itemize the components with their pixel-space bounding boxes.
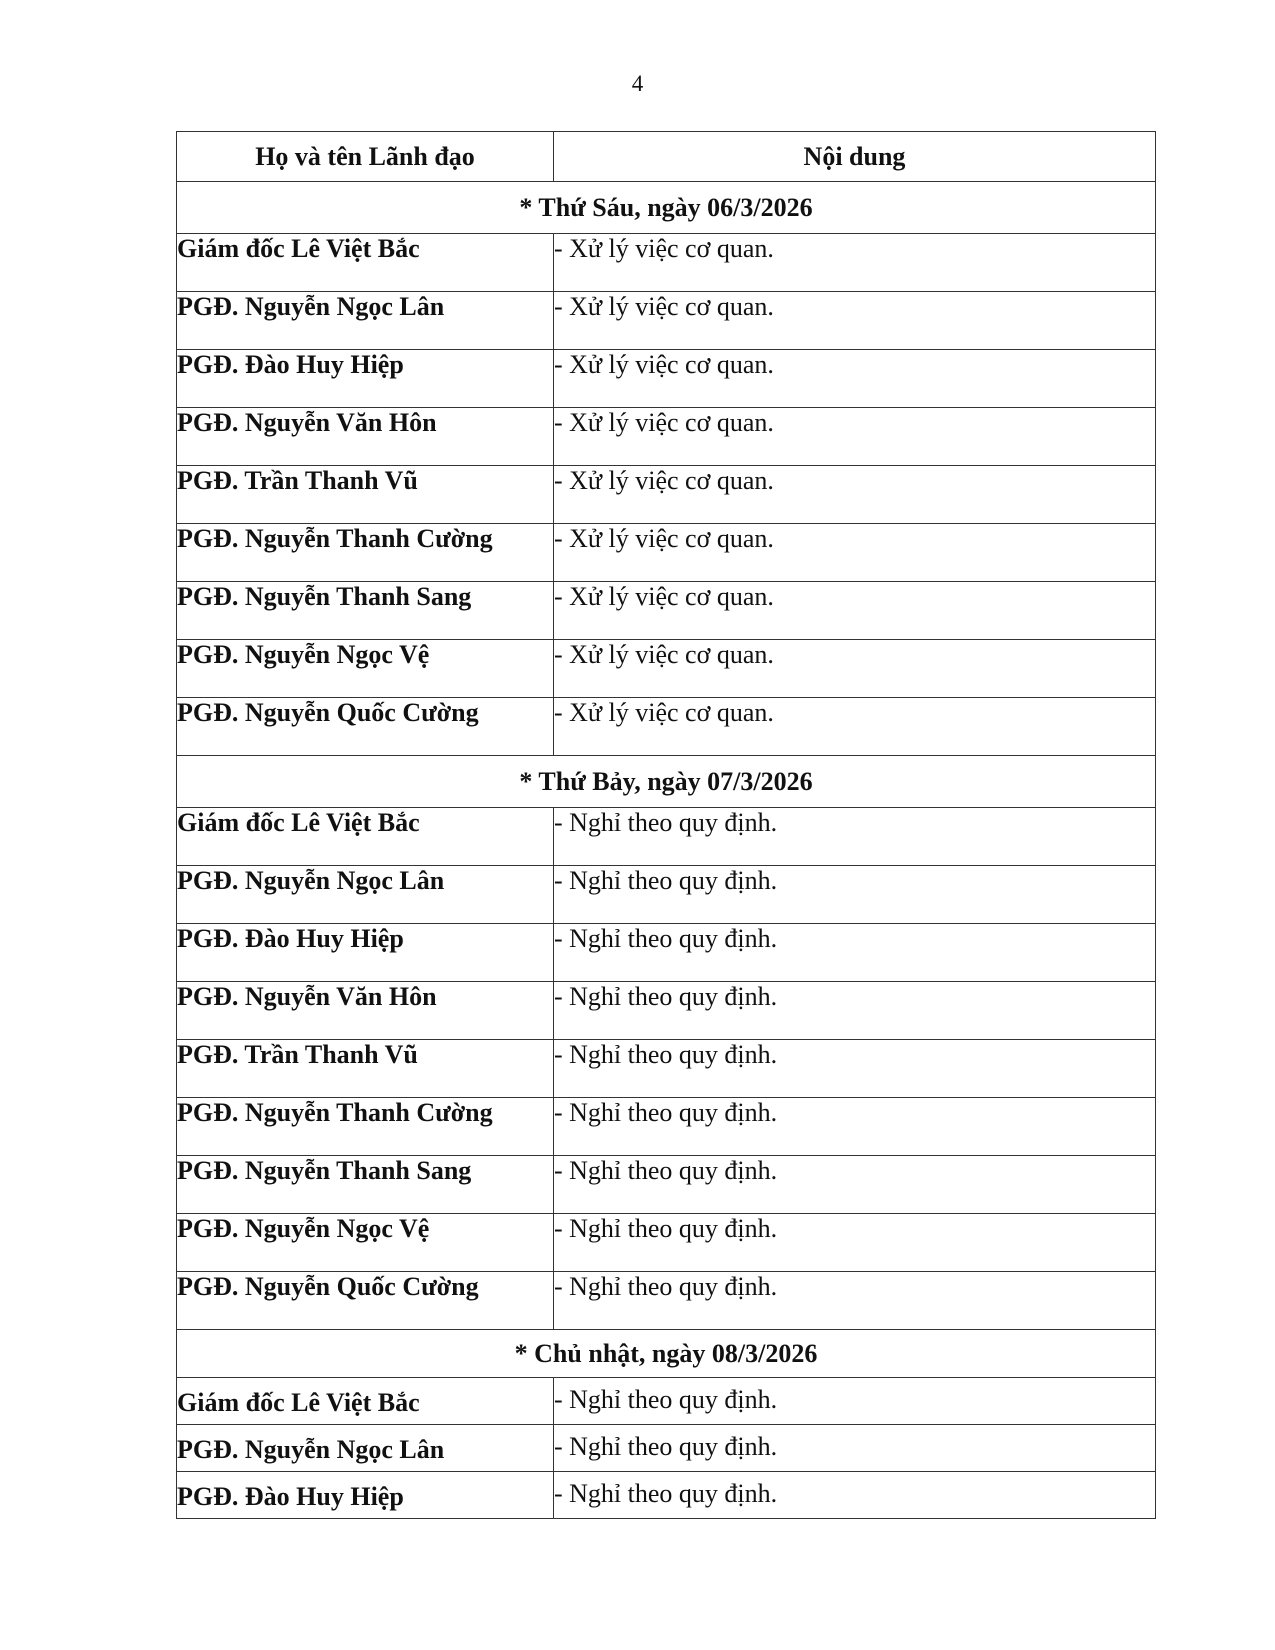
day-title: * Thứ Sáu, ngày 06/3/2026 [177, 182, 1156, 234]
table-row [177, 1098, 1156, 1156]
schedule-content: - Nghỉ theo quy định. [554, 1472, 1156, 1519]
leader-name: PGĐ. Nguyễn Thanh Sang [177, 582, 554, 640]
schedule-content: - Xử lý việc cơ quan. [554, 408, 1156, 466]
schedule-content: - Xử lý việc cơ quan. [554, 292, 1156, 350]
leader-name: PGĐ. Nguyễn Thanh Cường [177, 524, 554, 582]
table-row [177, 1272, 1156, 1330]
day-row [177, 1330, 1156, 1378]
leader-name: Giám đốc Lê Việt Bắc [177, 234, 554, 292]
schedule-content: - Nghỉ theo quy định. [554, 1040, 1156, 1098]
schedule-content: - Nghỉ theo quy định. [554, 982, 1156, 1040]
leader-name: PGĐ. Đào Huy Hiệp [177, 1472, 554, 1519]
table-row [177, 698, 1156, 756]
schedule-content: - Nghỉ theo quy định. [554, 1378, 1156, 1425]
table-row [177, 982, 1156, 1040]
leader-name: PGĐ. Nguyễn Văn Hôn [177, 408, 554, 466]
table-row [177, 582, 1156, 640]
header-content: Nội dung [554, 132, 1156, 182]
table-row [177, 640, 1156, 698]
leader-name: PGĐ. Nguyễn Ngọc Vệ [177, 640, 554, 698]
table-row [177, 808, 1156, 866]
leader-name: Giám đốc Lê Việt Bắc [177, 1378, 554, 1425]
leader-name: Giám đốc Lê Việt Bắc [177, 808, 554, 866]
schedule-content: - Xử lý việc cơ quan. [554, 524, 1156, 582]
day-row [177, 756, 1156, 808]
page-number: 4 [631, 71, 644, 96]
schedule-content: - Xử lý việc cơ quan. [554, 582, 1156, 640]
header-name: Họ và tên Lãnh đạo [177, 132, 554, 182]
schedule-content: - Xử lý việc cơ quan. [554, 466, 1156, 524]
leader-name: PGĐ. Đào Huy Hiệp [177, 924, 554, 982]
day-title: * Thứ Bảy, ngày 07/3/2026 [177, 756, 1156, 808]
schedule-content: - Xử lý việc cơ quan. [554, 350, 1156, 408]
day-title: * Chủ nhật, ngày 08/3/2026 [177, 1330, 1156, 1378]
schedule-content: - Xử lý việc cơ quan. [554, 234, 1156, 292]
leader-name: PGĐ. Nguyễn Ngọc Lân [177, 292, 554, 350]
leadership-schedule-table [176, 131, 1156, 1519]
schedule-content: - Nghỉ theo quy định. [554, 1098, 1156, 1156]
leader-name: PGĐ. Nguyễn Quốc Cường [177, 1272, 554, 1330]
table-row [177, 1425, 1156, 1472]
table-row [177, 1378, 1156, 1425]
leader-name: PGĐ. Đào Huy Hiệp [177, 350, 554, 408]
schedule-content: - Xử lý việc cơ quan. [554, 698, 1156, 756]
schedule-content: - Nghỉ theo quy định. [554, 808, 1156, 866]
table-row [177, 408, 1156, 466]
schedule-content: - Nghỉ theo quy định. [554, 1425, 1156, 1472]
table-header-row [177, 132, 1156, 182]
table-row [177, 1156, 1156, 1214]
table-row [177, 1214, 1156, 1272]
leader-name: PGĐ. Nguyễn Ngọc Vệ [177, 1214, 554, 1272]
schedule-content: - Nghỉ theo quy định. [554, 924, 1156, 982]
leader-name: PGĐ. Nguyễn Ngọc Lân [177, 1425, 554, 1472]
table-row [177, 924, 1156, 982]
table-row [177, 524, 1156, 582]
schedule-content: - Nghỉ theo quy định. [554, 866, 1156, 924]
table-row [177, 466, 1156, 524]
table-row [177, 292, 1156, 350]
leader-name: PGĐ. Trần Thanh Vũ [177, 466, 554, 524]
leader-name: PGĐ. Trần Thanh Vũ [177, 1040, 554, 1098]
table-row [177, 1472, 1156, 1519]
leader-name: PGĐ. Nguyễn Thanh Cường [177, 1098, 554, 1156]
schedule-content: - Nghỉ theo quy định. [554, 1214, 1156, 1272]
table-row [177, 350, 1156, 408]
leader-name: PGĐ. Nguyễn Ngọc Lân [177, 866, 554, 924]
day-row [177, 182, 1156, 234]
table-row [177, 1040, 1156, 1098]
leader-name: PGĐ. Nguyễn Quốc Cường [177, 698, 554, 756]
schedule-content: - Xử lý việc cơ quan. [554, 640, 1156, 698]
leader-name: PGĐ. Nguyễn Thanh Sang [177, 1156, 554, 1214]
table-row [177, 866, 1156, 924]
schedule-content: - Nghỉ theo quy định. [554, 1272, 1156, 1330]
leader-name: PGĐ. Nguyễn Văn Hôn [177, 982, 554, 1040]
table-row [177, 234, 1156, 292]
schedule-content: - Nghỉ theo quy định. [554, 1156, 1156, 1214]
